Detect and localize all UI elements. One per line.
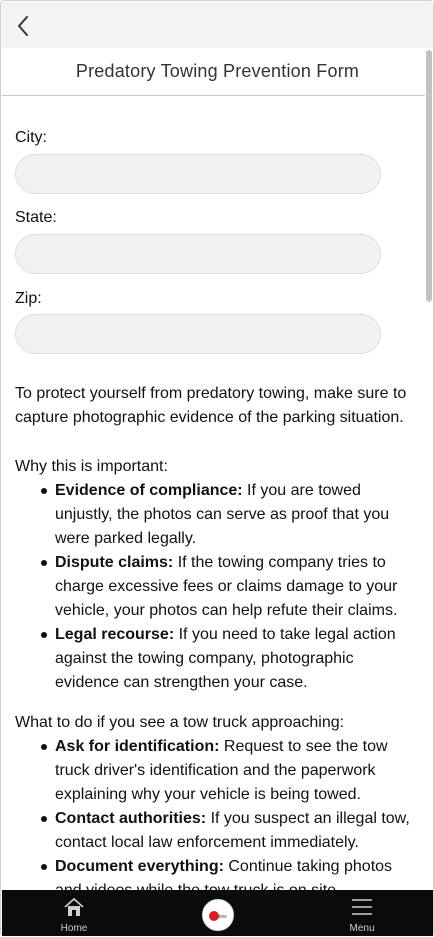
scrollbar-thumb[interactable] [426, 50, 432, 302]
top-bar [2, 2, 433, 48]
back-button[interactable] [12, 12, 34, 40]
scrollbar[interactable] [425, 48, 433, 890]
what-heading: What to do if you see a tow truck approaching: [15, 714, 345, 731]
form-content [15, 97, 419, 889]
menu-icon [350, 898, 374, 916]
why-list [15, 479, 419, 695]
app-logo-button[interactable] [202, 899, 234, 931]
list-item-text: If you need to take legal action against the towing company, photographic evidence can strengthen your case. [55, 626, 396, 691]
list-item-text: Request to see the tow truck driver's identification and the paperwork explaining why your vehicle is being towed. [55, 738, 388, 803]
list-item [15, 551, 419, 623]
app-logo-icon [203, 900, 235, 932]
list-item-bold: Contact authorities: [55, 810, 207, 827]
state-label: State: [15, 209, 57, 226]
back-chevron-icon [12, 12, 34, 40]
list-item [15, 735, 419, 807]
bottom-nav [2, 890, 433, 936]
what-list [15, 735, 419, 903]
zip-label: Zip: [15, 290, 42, 307]
list-item-bold: Ask for identification: [55, 738, 220, 755]
why-heading: Why this is important: [15, 458, 168, 475]
city-input[interactable] [15, 154, 381, 194]
list-item-text: If you suspect an illegal tow, contact local law enforcement immediately. [55, 810, 410, 851]
nav-home[interactable] [54, 890, 94, 936]
list-item-bold: Dispute claims: [55, 554, 174, 571]
city-label: City: [15, 129, 47, 146]
home-icon [63, 896, 85, 918]
list-item [15, 807, 419, 855]
zip-input[interactable] [15, 314, 381, 354]
nav-home-label: Home [60, 923, 88, 934]
list-item-text: If the towing company tries to charge excessive fees or claims damage to your vehicle, your photos can help refute their claims. [55, 554, 398, 619]
intro-text: To protect yourself from predatory towing, make sure to capture photographic evidence of the parking situation. [15, 385, 407, 426]
state-input[interactable] [15, 234, 381, 274]
nav-menu-label: Menu [349, 923, 375, 934]
page-title: Predatory Towing Prevention Form [75, 61, 360, 81]
list-item-text: Continue taking photos [228, 858, 393, 875]
list-item-bold: Evidence of compliance: [55, 482, 243, 499]
logo-text: tow [219, 914, 227, 920]
nav-menu[interactable] [340, 890, 384, 936]
list-item-bold: Document everything: [55, 858, 224, 875]
list-item [15, 623, 419, 695]
list-item-bold: Legal recourse: [55, 626, 175, 643]
list-item-text: If you are towed unjustly, the photos can serve as proof that you were parked legally. [55, 482, 390, 547]
title-bar [2, 48, 433, 96]
list-item [15, 479, 419, 551]
